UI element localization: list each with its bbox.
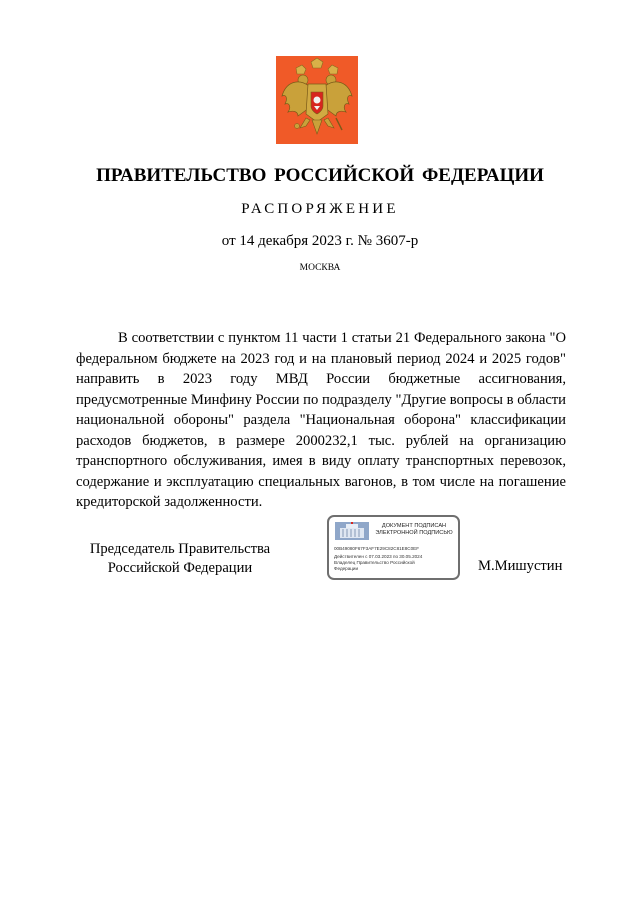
document-city: МОСКВА [299,263,341,273]
coat-of-arms-icon [276,56,358,144]
stamp-owner-line2: Федерации [334,566,359,571]
government-building-icon [335,522,369,540]
stamp-validity: Действителен с 07.03.2023 по 30.05.2024 [334,554,423,559]
signatory-title-line2: Российской Федерации [107,560,253,576]
stamp-heading-line2: ЭЛЕКТРОННОЙ ПОДПИСЬЮ [375,530,453,536]
electronic-signature-stamp [327,515,460,580]
order-paragraph: В соответствии с пунктом 11 части 1 статьи 21 Федерального закона "О федеральном бюджете на 2023 год и на плановый период 2024 и 2025 годов" направить в 2023 году МВД России бюджетные ассигнования, предусмотренные Минфину России по подразделу "Другие вопросы в области национальной обороны" раздела "Национальная оборона" классификации расходов бюджетов, в размере 2000232,1 тыс. рублей на организацию транспортного обслуживания, имея в виду оплату транспортных перевозок, содержание и эксплуатацию специальных вагонов, в том числе на погашение кредиторской задолженности. [76,330,566,510]
stamp-heading [369,523,459,537]
stamp-serial: 00B49080F67F3AF7E29C82C81E8C0EF [334,546,420,551]
stamp-owner-line1: Владелец Правительство Российской [334,560,415,565]
document-date-number: от 14 декабря 2023 г. № 3607-р [221,233,419,249]
signatory-name: М.Мишустин [478,558,563,574]
signatory-title-line1: Председатель Правительства [89,541,271,557]
document-type: РАСПОРЯЖЕНИЕ [241,201,399,217]
signatory-title [60,540,300,578]
government-title: ПРАВИТЕЛЬСТВО РОССИЙСКОЙ ФЕДЕРАЦИИ [96,165,544,186]
stamp-heading-line1: ДОКУМЕНТ ПОДПИСАН [381,523,447,529]
